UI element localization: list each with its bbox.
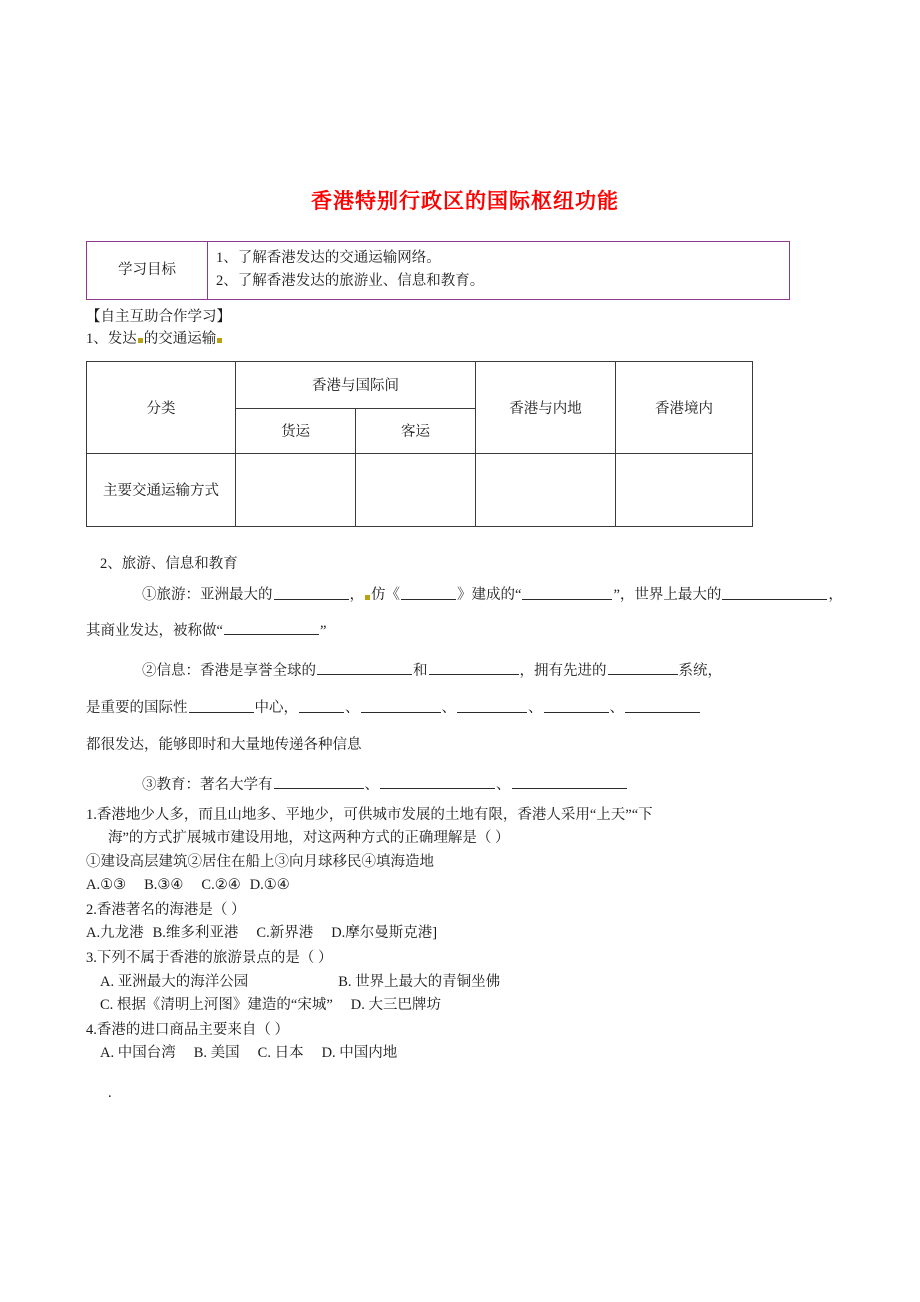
page-title: 香港特别行政区的国际枢纽功能 — [311, 190, 619, 213]
option-a[interactable]: A.①③ — [86, 876, 127, 893]
question-4-stem — [86, 1019, 834, 1042]
information-line2-b: 中心， — [254, 700, 298, 717]
tourism-line-2 — [86, 619, 834, 643]
option-c[interactable]: C. 日本 — [257, 1045, 304, 1062]
information-t1: 香港是享誉全球的 — [200, 662, 316, 679]
blank-field[interactable] — [274, 583, 349, 599]
th-freight: 货运 — [236, 408, 356, 453]
th-classification: 分类 — [87, 361, 236, 453]
question-2 — [86, 899, 834, 945]
blank-field[interactable] — [512, 773, 627, 789]
question-4-options — [86, 1042, 834, 1065]
table-row — [87, 361, 753, 408]
blank-field[interactable] — [317, 659, 412, 675]
information-line2-a: 是重要的国际性 — [86, 700, 188, 717]
question-3-number: 3. — [86, 950, 97, 967]
blank-field[interactable] — [189, 696, 254, 712]
option-c[interactable]: C.新界港 — [256, 925, 314, 942]
question-4 — [86, 1019, 834, 1065]
row-label-main-transport: 主要交通运输方式 — [87, 453, 236, 526]
section-heading: 【自主互助合作学习】 — [86, 308, 231, 325]
spellcheck-mark-icon — [365, 595, 370, 600]
blank-field[interactable] — [361, 696, 441, 712]
tourism-line2-a: 其商业发达，被称做“ — [86, 623, 223, 640]
objective-item-2: 2、了解香港发达的旅游业、信息和教育。 — [216, 273, 485, 290]
blank-field[interactable] — [401, 583, 456, 599]
option-c[interactable]: C.②④ — [201, 876, 241, 893]
tourism-line-1 — [86, 583, 843, 607]
blank-field[interactable] — [299, 696, 344, 712]
question-3-stem-a: 下列不属于香港的旅游景点的是（ ） — [96, 950, 333, 967]
question-2-number: 2. — [86, 902, 97, 919]
objectives-label: 学习目标 — [87, 242, 208, 300]
question-3-options-row2 — [86, 994, 834, 1017]
information-marker: ②信息： — [142, 662, 200, 679]
option-a[interactable]: A. 中国台湾 — [100, 1045, 176, 1062]
tourism-t2: ， — [349, 587, 364, 604]
transport-table — [86, 361, 753, 527]
question-1-options — [86, 874, 834, 897]
th-passenger: 客运 — [356, 408, 476, 453]
education-sep-1: 、 — [364, 776, 379, 793]
question-1-stem-a: 香港地少人多，而且山地多、平地少，可供城市发展的土地有限，香港人采用“上天”“下 — [96, 807, 653, 824]
question-1-number: 1. — [86, 807, 97, 824]
objectives-body — [208, 242, 790, 300]
information-sep-3: 、 — [528, 700, 543, 717]
information-sep-1: 、 — [345, 700, 360, 717]
part2-heading: 2、旅游、信息和教育 — [100, 555, 238, 572]
question-1-stem-line1 — [86, 804, 834, 827]
th-within-hk: 香港境内 — [616, 361, 753, 453]
option-c[interactable]: C. 根据《清明上河图》建造的“宋城” — [100, 996, 333, 1013]
tourism-line2-b: ” — [319, 623, 327, 640]
information-t2: 和 — [413, 662, 428, 679]
th-mainland: 香港与内地 — [476, 361, 616, 453]
blank-field[interactable] — [429, 659, 519, 675]
learning-objectives-box — [86, 241, 790, 300]
option-a[interactable]: A. 亚洲最大的海洋公园 — [100, 973, 249, 990]
blank-field[interactable] — [224, 619, 319, 635]
blank-field[interactable] — [608, 659, 678, 675]
tourism-t3: 仿《 — [371, 587, 400, 604]
option-b[interactable]: B.维多利亚港 — [152, 925, 239, 942]
table-row — [87, 453, 753, 526]
blank-field[interactable] — [625, 696, 700, 712]
blank-field[interactable] — [380, 773, 495, 789]
information-t4: 系统， — [678, 662, 722, 679]
option-b[interactable]: B.③④ — [144, 876, 184, 893]
tourism-t1: 亚洲最大的 — [200, 587, 273, 604]
information-line-3: 都很发达，能够即时和大量地传递各种信息 — [86, 737, 362, 754]
document-content — [86, 185, 843, 1122]
question-4-stem-a: 香港的进口商品主要来自（ ） — [96, 1021, 289, 1038]
blank-field[interactable] — [544, 696, 609, 712]
blank-field[interactable] — [522, 583, 612, 599]
tourism-marker: ①旅游： — [142, 587, 200, 604]
cell-freight-answer[interactable] — [236, 453, 356, 526]
question-1-sub-options: ①建设高层建筑②居住在船上③向月球移民④填海造地 — [86, 853, 434, 870]
cell-passenger-answer[interactable] — [356, 453, 476, 526]
spellcheck-mark-icon — [217, 338, 222, 343]
blank-field[interactable] — [722, 583, 827, 599]
part1-heading-a: 1、发达 — [86, 331, 137, 348]
option-d[interactable]: D. 大三巴牌坊 — [350, 996, 442, 1013]
education-t1: 著名大学有 — [200, 776, 273, 793]
spacer — [86, 527, 834, 553]
option-b[interactable]: B. 美国 — [193, 1045, 240, 1062]
blank-field[interactable] — [274, 773, 364, 789]
part1-heading-b: 的交通运输 — [143, 331, 217, 348]
trailing-period: . — [108, 1084, 112, 1101]
education-sep-2: 、 — [496, 776, 511, 793]
tourism-t4: 》建成的“ — [457, 587, 522, 604]
spellcheck-mark-icon — [138, 338, 143, 343]
part1-heading — [86, 328, 834, 350]
cell-within-hk-answer[interactable] — [616, 453, 753, 526]
option-b[interactable]: B. 世界上最大的青铜坐佛 — [338, 973, 501, 990]
education-marker: ③教育： — [142, 776, 200, 793]
question-4-number: 4. — [86, 1021, 97, 1038]
question-2-options — [86, 922, 834, 945]
information-t3: ，拥有先进的 — [519, 662, 607, 679]
tourism-t5: ”，世界上最大的 — [613, 587, 722, 604]
question-1-stem-line2: 海”的方式扩展城市建设用地，对这两种方式的正确理解是（ ） — [108, 830, 510, 847]
option-a[interactable]: A.九龙港 — [86, 925, 144, 942]
information-sep-4: 、 — [609, 700, 624, 717]
cell-mainland-answer[interactable] — [476, 453, 616, 526]
information-line-1 — [86, 659, 834, 683]
information-sep-2: 、 — [441, 700, 456, 717]
question-3 — [86, 947, 834, 1017]
blank-field[interactable] — [457, 696, 527, 712]
question-3-stem — [86, 947, 834, 970]
information-line-2 — [86, 696, 834, 720]
education-line — [86, 773, 834, 797]
question-3-options-row1 — [86, 971, 834, 994]
question-2-stem-a: 香港著名的海港是（ ） — [96, 902, 246, 919]
question-1 — [86, 804, 834, 897]
th-international-group: 香港与国际间 — [236, 361, 476, 408]
question-2-stem — [86, 899, 834, 922]
tourism-t6: ， — [828, 587, 843, 604]
option-d[interactable]: D.①④ — [249, 876, 290, 893]
option-d[interactable]: D. 中国内地 — [321, 1045, 398, 1062]
objective-item-1: 1、了解香港发达的交通运输网络。 — [216, 250, 441, 266]
option-d[interactable]: D.摩尔曼斯克港] — [331, 925, 438, 942]
table-row — [87, 242, 790, 300]
